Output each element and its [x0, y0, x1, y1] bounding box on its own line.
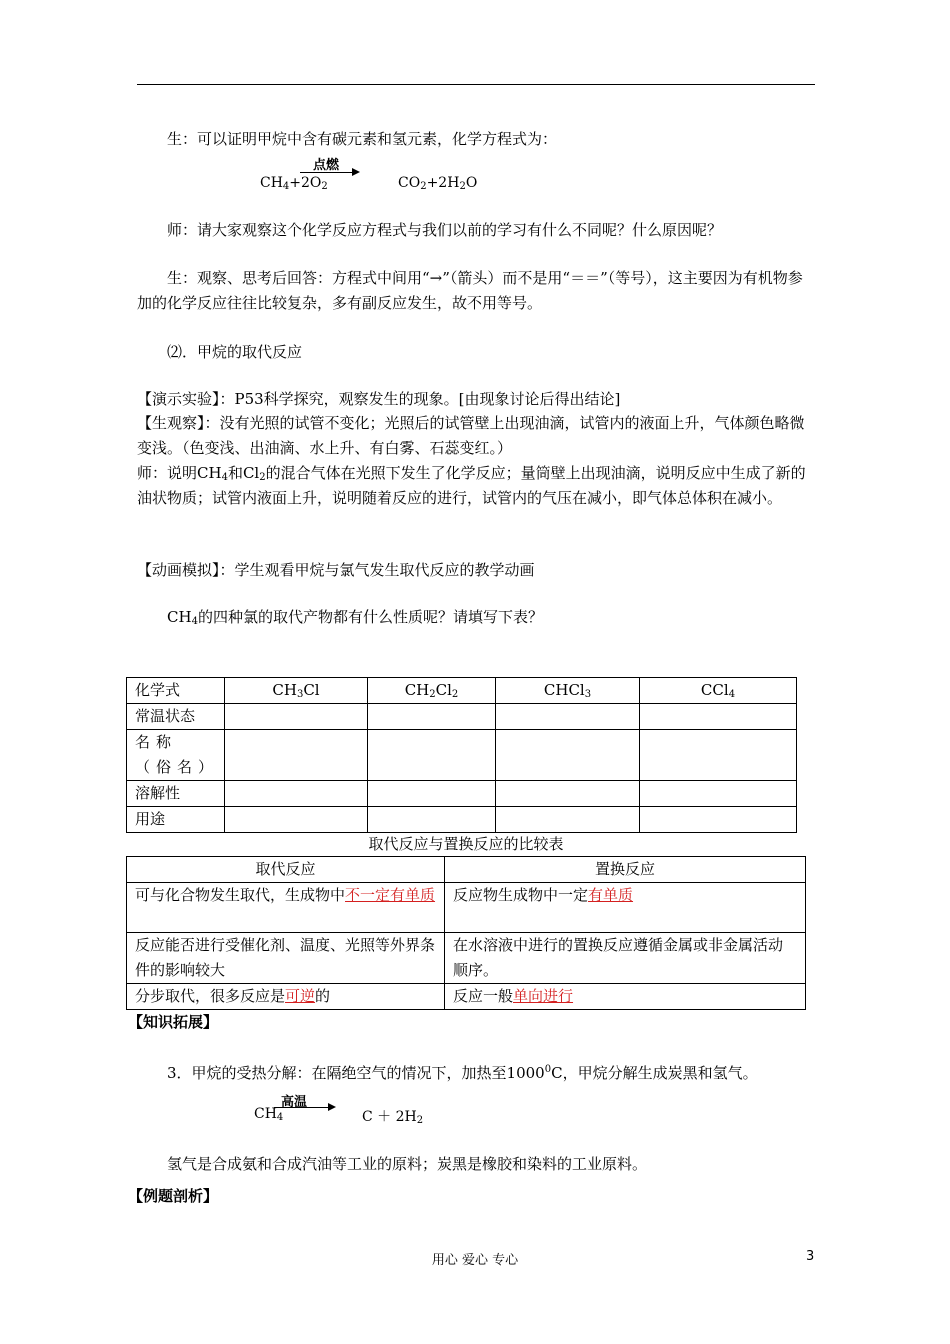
table-row — [127, 704, 797, 730]
eq1-reactants: $CH_4+2O_2$ — [260, 175, 328, 192]
eq2-reactant: $CH_4$ — [254, 1106, 284, 1123]
table-cell — [496, 781, 640, 807]
reaction-arrow-icon — [300, 172, 358, 173]
table-cell — [368, 807, 496, 833]
table-cell — [640, 781, 797, 807]
table-cell: 溶解性 — [127, 781, 225, 807]
table-header-row — [127, 857, 806, 883]
page-footer: 用心 爱心 专心 — [431, 1253, 519, 1268]
table-row — [127, 807, 797, 833]
eq2-condition: 高温 — [281, 1095, 308, 1110]
table-cell — [225, 781, 368, 807]
table-cell — [496, 807, 640, 833]
table-cell: 反应一般单向进行 — [445, 984, 806, 1010]
eq1-products: $CO_2+2H_2O$ — [398, 175, 478, 192]
table-cell: 反应物生成物中一定有单质 — [445, 883, 806, 933]
table-cell — [640, 730, 797, 781]
table-cell — [225, 704, 368, 730]
comparison-table — [126, 856, 806, 1010]
paragraph-student-answer: 生：可以证明甲烷中含有碳元素和氢元素，化学方程式为： — [167, 130, 558, 148]
paragraph-table-prompt: $CH_4$的四种氯的取代产物都有什么性质呢？请填写下表？ — [167, 608, 543, 627]
reaction-arrow-icon — [274, 1107, 334, 1108]
paragraph-animation: 【动画模拟】：学生观看甲烷与氯气发生取代反应的教学动画 — [137, 561, 535, 579]
paragraph-teacher-question: 师：请大家观察这个化学反应方程式与我们以前的学习有什么不同呢？什么原因呢？ — [167, 221, 723, 239]
section-substitution-title: ⑵．甲烷的取代反应 — [167, 343, 303, 361]
table-cell — [640, 807, 797, 833]
paragraph-student-reply: 生：观察、思考后回答：方程式中间用“→”（箭头）而不是用“＝＝”（等号），这主要因为有机物参加的化学反应往往比较复杂，多有副反应发生，故不用等号。 — [137, 269, 803, 312]
table-cell: 在水溶液中进行的置换反应遵循金属或非金属活动顺序。 — [445, 933, 806, 984]
table-header-row — [127, 678, 797, 704]
table-cell — [368, 781, 496, 807]
eq2-products: $C + 2H_2$ — [362, 1109, 424, 1126]
paragraph-observation: 【生观察】：没有光照的试管不变化；光照后的试管壁上出现油滴，试管内的液面上升，气体颜色略微变浅。（色变浅、出油滴、水上升、有白雾、石蕊变红。） — [137, 414, 805, 457]
table-cell: CCl$_4$ — [640, 678, 797, 704]
header-rule — [137, 84, 815, 85]
table-cell: 置换反应 — [445, 857, 806, 883]
paragraph-uses: 氢气是合成氨和合成汽油等工业的原料；炭黑是橡胶和染料的工业原料。 — [167, 1155, 648, 1173]
table-cell: 用途 — [127, 807, 225, 833]
paragraph-thermal-decomposition: 3．甲烷的受热分解：在隔绝空气的情况下，加热至1000$^0$C，甲烷分解生成炭黑和氢气。 — [167, 1064, 758, 1082]
table-row — [127, 933, 806, 984]
table-cell — [640, 704, 797, 730]
section-worked-examples: 【例题剖析】 — [128, 1187, 219, 1205]
page-number: 3 — [806, 1249, 815, 1264]
table-cell — [496, 704, 640, 730]
properties-table — [126, 677, 797, 833]
section-knowledge-extension: 【知识拓展】 — [128, 1013, 219, 1031]
table-row — [127, 984, 806, 1010]
eq1-condition: 点燃 — [313, 158, 340, 173]
table-cell — [368, 704, 496, 730]
table-row — [127, 781, 797, 807]
table-cell: 分步取代，很多反应是可逆的 — [127, 984, 445, 1010]
table-cell — [368, 730, 496, 781]
table-cell: $CH_2Cl_2$ — [368, 678, 496, 704]
table-cell: 常温状态 — [127, 704, 225, 730]
table-cell — [496, 730, 640, 781]
table-row — [127, 883, 806, 933]
table-cell: 取代反应 — [127, 857, 445, 883]
table-cell — [225, 807, 368, 833]
comparison-table-caption: 取代反应与置换反应的比较表 — [368, 835, 564, 853]
paragraph-teacher-explanation: 师：说明$CH_4$和$Cl_2$的混合气体在光照下发生了化学反应；量筒壁上出现油滴，说明反应中生成了新的油状物质；试管内液面上升，说明随着反应的进行，试管内的气压在减小，即气体总体积在减小。 — [137, 464, 806, 507]
table-cell: CHCl$_3$ — [496, 678, 640, 704]
paragraph-demo-experiment: 【演示实验】：P53科学探究，观察发生的现象。[由现象讨论后得出结论] — [137, 390, 621, 408]
table-row — [127, 730, 797, 781]
table-cell: 名称（俗名） — [127, 730, 225, 781]
table-cell: 化学式 — [127, 678, 225, 704]
table-cell: 反应能否进行受催化剂、温度、光照等外界条件的影响较大 — [127, 933, 445, 984]
table-cell: $CH_3Cl$ — [225, 678, 368, 704]
table-cell — [225, 730, 368, 781]
table-cell: 可与化合物发生取代，生成物中不一定有单质 — [127, 883, 445, 933]
